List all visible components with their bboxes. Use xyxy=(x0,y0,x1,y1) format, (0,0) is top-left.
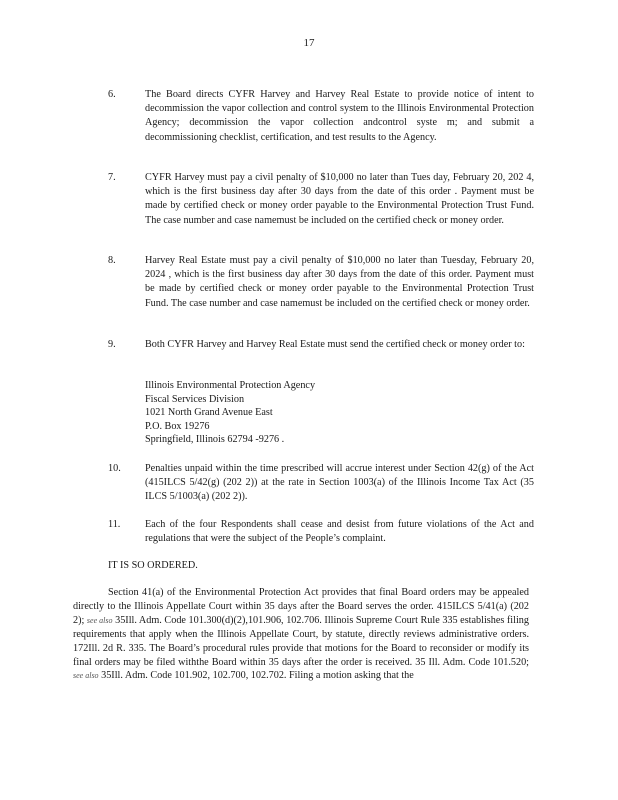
item-number: 6. xyxy=(108,89,116,100)
item-text: Both CYFR Harvey and Harvey Real Estate must send the certified check or money order to: xyxy=(145,339,525,350)
paragraph-text: Section 41(a) of the Environmental Protection Act provides that final Board orders may be appealed directly to the Illinois Appellate Court within 35 days after the Board serves the order. 415ILCS 5/41(a) (202 2); xyxy=(73,587,529,626)
address-line: 1021 North Grand Avenue East xyxy=(145,407,273,419)
appeal-rights-paragraph xyxy=(73,586,529,683)
item-number: 11. xyxy=(108,519,121,530)
item-text: Harvey Real Estate must pay a civil penalty of $10,000 no later than Tuesday, February 20, 2024 , which is the first business day after 30 days from the date of this order. Payment must be made by certified check or money order payable to the Environmental Protection Trust Fund. The case number and case namemust be included on the certified check or money order. xyxy=(145,255,534,309)
page-number: 17 xyxy=(303,37,315,49)
order-item-8 xyxy=(108,254,534,311)
order-item-6 xyxy=(108,88,534,145)
see-also-signal: see also xyxy=(73,671,99,681)
order-item-7 xyxy=(108,171,534,228)
item-number: 8. xyxy=(108,255,116,266)
address-line: P.O. Box 19276 xyxy=(145,420,210,432)
item-text: The Board directs CYFR Harvey and Harvey Real Estate to provide notice of intent to decommission the vapor collection and control system to the Illinois Environmental Protection Agency; decommission the vapor collection andcontrol syste m; and submit a decommissioning checklist, certification, and test results to the Agency. xyxy=(145,89,534,143)
order-item-11 xyxy=(108,518,534,546)
paragraph-text: 35Ill. Adm. Code 101.902, 102.700, 102.702. Filing a motion asking that the xyxy=(101,670,414,682)
so-ordered-statement: IT IS SO ORDERED. xyxy=(108,560,198,571)
paragraph-text: 35Ill. Adm. Code 101.300(d)(2),101.906, 102.706. Illinois Supreme Court Rule 335 establishes filing requirements that apply when the Illinois Appellate Court, by statute, directly reviews administrative orders. 172Ill. 2d R. 335. The Board’s procedural rules provide that motions for the Board to reconsider or modify its final orders may be filed withthe Board within 35 days after the order is received. 35 Ill. Adm. Code 101.520; xyxy=(73,614,529,668)
order-item-10 xyxy=(108,462,534,505)
item-number: 7. xyxy=(108,172,116,183)
order-item-9 xyxy=(108,338,534,352)
item-number: 9. xyxy=(108,339,116,350)
item-text: Penalties unpaid within the time prescribed will accrue interest under Section 42(g) of the Act (415ILCS 5/42(g) (202 2)) at the rate in Section 1003(a) of the Illinois Income Tax Act (35 ILCS 5/1003(a) (202 2)). xyxy=(145,463,534,503)
item-number: 10. xyxy=(108,463,121,474)
address-line: Fiscal Services Division xyxy=(145,393,245,405)
address-line: Illinois Environmental Protection Agency xyxy=(145,380,316,391)
item-text: CYFR Harvey must pay a civil penalty of $10,000 no later than Tues day, February 20, 202 4, which is the first business day after 30 days from the date of this order . Payment must be made by certified check or money order payable to the Environmental Protection Trust Fund. The case number and case namemust be included on the certified check or money order. xyxy=(145,172,534,226)
address-line: Springfield, Illinois 62794 -9276 . xyxy=(145,434,285,446)
mailing-address xyxy=(145,379,525,447)
item-text: Each of the four Respondents shall cease and desist from future violations of the Act and regulations that were the subject of the People’s complaint. xyxy=(145,519,534,545)
see-also-signal: see also xyxy=(86,615,113,625)
